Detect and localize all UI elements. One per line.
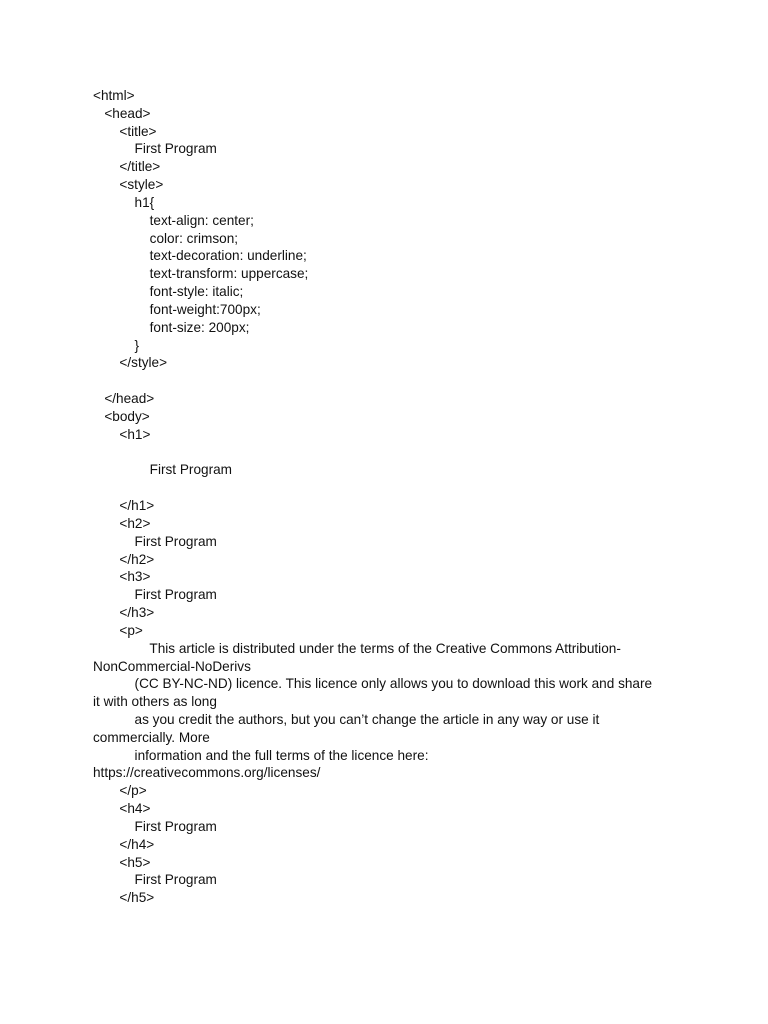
paragraph-line: information and the full terms of the licence here: (93, 747, 429, 763)
text-line: <body> (93, 408, 150, 424)
text-line: First Program (93, 872, 217, 888)
text-line: </h4> (93, 836, 155, 852)
text-line: h1{ (93, 194, 155, 210)
paragraph-line: commercially. More (93, 729, 210, 745)
text-line: text-decoration: underline; (93, 248, 307, 264)
paragraph-line: (CC BY-NC-ND) licence. This licence only allows you to download this work and share (93, 676, 653, 692)
text-line: <h1> (93, 426, 151, 442)
blank-line (93, 372, 673, 390)
blank-line (93, 479, 673, 497)
text-line: font-size: 200px; (93, 319, 250, 335)
text-line: First Program (93, 533, 217, 549)
blank-line (93, 444, 673, 462)
text-line: <head> (93, 105, 151, 121)
text-line: First Program (93, 141, 217, 157)
text-line: </h5> (93, 890, 155, 906)
text-line: First Program (93, 587, 217, 603)
text-line: </h1> (93, 498, 155, 514)
text-line: text-transform: uppercase; (93, 266, 309, 282)
url-line: https://creativecommons.org/licenses/ (93, 765, 321, 781)
text-line: font-weight:700px; (93, 301, 261, 317)
text-line: <title> (93, 123, 157, 139)
text-line: <style> (93, 177, 164, 193)
document-body (93, 87, 673, 907)
paragraph-line: This article is distributed under the terms of the Creative Commons Attribution- (93, 640, 621, 656)
text-line: First Program (93, 462, 232, 478)
text-line: text-align: center; (93, 212, 254, 228)
text-line: <html> (93, 88, 135, 103)
text-line: <h4> (93, 801, 151, 817)
text-line: </p> (93, 783, 147, 799)
text-line: </title> (93, 159, 161, 175)
text-line: First Program (93, 818, 217, 834)
paragraph-line: as you credit the authors, but you can’t change the article in any way or use it (93, 711, 600, 727)
text-line: <h5> (93, 854, 151, 870)
text-line: <p> (93, 622, 143, 638)
text-line: } (93, 337, 140, 353)
text-line: font-style: italic; (93, 284, 244, 300)
text-line: </style> (93, 355, 168, 371)
text-line: <h3> (93, 569, 151, 585)
text-line: <h2> (93, 515, 151, 531)
text-line: color: crimson; (93, 230, 239, 246)
paragraph-line: NonCommercial-NoDerivs (93, 658, 251, 674)
paragraph-line: it with others as long (93, 694, 217, 710)
text-line: </h2> (93, 551, 155, 567)
text-line: </h3> (93, 605, 155, 621)
text-line: </head> (93, 391, 155, 407)
